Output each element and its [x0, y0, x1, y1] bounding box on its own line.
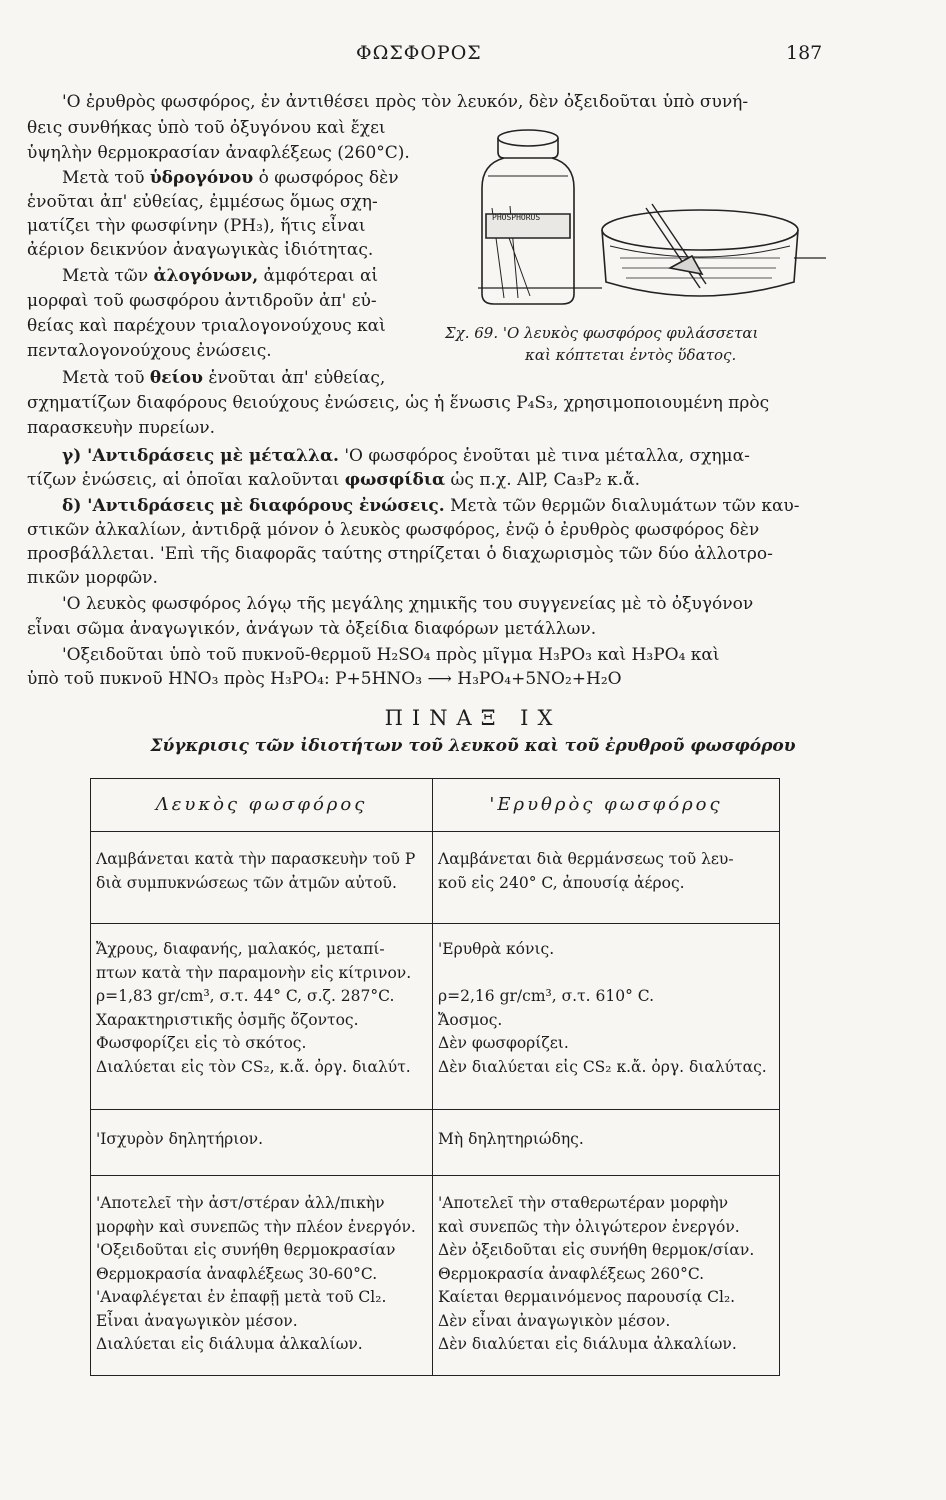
text-line: εἶναι σῶμα ἀναγωγικόν, ἀνάγων τὰ ὀξείδια διαφόρων μετάλλων.	[27, 619, 597, 639]
cell-line	[438, 962, 774, 986]
cell-line: 'Οξειδοῦται εἰς συνήθη θερμοκρασίαν	[96, 1241, 396, 1259]
cell-line: ρ=2,16 gr/cm³, σ.τ. 610° C.	[438, 987, 655, 1005]
cell-line: Δὲν εἶναι ἀναγωγικὸν μέσον.	[438, 1311, 671, 1330]
cell-line: Θερμοκρασία ἀναφλέξεως 260°C.	[438, 1264, 705, 1283]
running-title: ΦΩΣΦΟΡΟΣ	[356, 42, 482, 64]
text-line: σχηματίζων διαφόρους θειούχους ἐνώσεις, ὡς ἡ ἕνωσις P₄S₃, χρησιμοποιουμένη πρὸς	[27, 393, 770, 413]
cell-line: Φωσφορίζει εἰς τὸ σκότος.	[96, 1034, 307, 1052]
caption-line-1: 'Ο λευκὸς φωσφόρος φυλάσσεται	[502, 324, 759, 342]
cell-white	[91, 924, 433, 1110]
table-row	[91, 924, 780, 1110]
text-line: ὑψηλὴν θερμοκρασίαν ἀναφλέξεως (260°C).	[27, 143, 410, 163]
cell-line: Διαλύεται εἰς διάλυμα ἀλκαλίων.	[96, 1335, 363, 1353]
text-line: θείας καὶ παρέχουν τριαλογονούχους καὶ	[27, 316, 386, 336]
text-line: ἑνοῦται ἀπ' εὐθείας, ἐμμέσως ὅμως σχη-	[27, 192, 378, 212]
keyword-halogens: ἀλογόνων,	[153, 266, 259, 286]
page-number: 187	[786, 42, 823, 64]
cell-red	[433, 924, 780, 1110]
text-line: στικῶν ἀλκαλίων, ἀντιδρᾷ μόνον ὁ λευκὸς φωσφόρος, ἐνῷ ὁ ἐρυθρὸς φωσφόρος δὲν	[27, 520, 760, 540]
text-line: Μετὰ τοῦ θείου ἑνοῦται ἀπ' εὐθείας,	[62, 368, 386, 388]
cell-line: Δὲν ὀξειδοῦται εἰς συνήθη θερμοκ/σίαν.	[438, 1241, 755, 1259]
text-line: προσβάλλεται. 'Επὶ τῆς διαφορᾶς ταύτης στηρίζεται ὁ διαχωρισμὸς τῶν δύο ἀλλοτρο-	[27, 544, 773, 564]
text-line: ὑπὸ τοῦ πυκνοῦ HNO₃ πρὸς H₃PO₄: P+5HNO₃ ⟶ H₃PO₄+5NO₂+H₂O	[27, 669, 622, 689]
cell-line: Λαμβάνεται διὰ θερμάνσεως τοῦ λευ-	[438, 850, 734, 868]
text-line: Μετὰ τοῦ ὑδρογόνου ὁ φωσφόρος δὲν	[62, 168, 399, 188]
text-line: πενταλογονούχους ἐνώσεις.	[27, 341, 272, 361]
cell-line: Καίεται θερμαινόμενος παρουσίᾳ Cl₂.	[438, 1288, 736, 1306]
section-heading-compounds: δ) 'Αντιδράσεις μὲ διαφόρους ἐνώσεις.	[62, 496, 445, 516]
page-header	[0, 42, 946, 68]
caption-line-2: καὶ κόπτεται ἐντὸς ὕδατος.	[525, 346, 737, 364]
cell-white	[91, 1176, 433, 1376]
cell-line: Ἄοσμος.	[438, 1010, 503, 1029]
table-row	[91, 1176, 780, 1376]
cell-line: Εἶναι ἀναγωγικὸν μέσον.	[96, 1311, 298, 1330]
text-line: 'Ο λευκὸς φωσφόρος λόγῳ τῆς μεγάλης χημικῆς του συγγενείας μὲ τὸ ὀξυγόνον	[62, 594, 754, 614]
table-row	[91, 832, 780, 924]
cell-red	[433, 1110, 780, 1176]
section-heading-metals: γ) 'Αντιδράσεις μὲ μέταλλα.	[62, 446, 339, 466]
text-line: μορφαὶ τοῦ φωσφόρου ἀντιδροῦν ἀπ' εὐ-	[27, 291, 377, 311]
cell-line: καὶ συνεπῶς τὴν ὀλιγώτερον ἐνεργόν.	[438, 1217, 740, 1236]
text-line: παρασκευὴν πυρείων.	[27, 418, 215, 438]
keyword-phosphides: φωσφίδια	[344, 470, 446, 490]
cell-red	[433, 832, 780, 924]
jar-and-dish-illustration	[470, 118, 830, 318]
text-line: 'Ο ἐρυθρὸς φωσφόρος, ἐν ἀντιθέσει πρὸς τὸν λευκόν, δὲν ὀξειδοῦται ὑπὸ συνή-	[62, 92, 749, 112]
cell-line: Χαρακτηριστικῆς ὀσμῆς ὄζοντος.	[96, 1010, 359, 1029]
text-line: Μετὰ τῶν ἀλογόνων, ἀμφότεραι αἱ	[62, 266, 379, 286]
cell-line: μορφὴν καὶ συνεπῶς τὴν πλέον ἐνεργόν.	[96, 1217, 416, 1236]
cell-line: κοῦ εἰς 240° C, ἀπουσίᾳ ἀέρος.	[438, 873, 685, 892]
cell-line: 'Ερυθρὰ κόνις.	[438, 940, 555, 958]
text-line: πικῶν μορφῶν.	[27, 568, 158, 588]
cell-line: Μὴ δηλητηριώδης.	[438, 1130, 584, 1148]
keyword-hydrogen: ὑδρογόνου	[149, 168, 254, 188]
text-line: ἀέριον δεικνύον ἀναγωγικὰς ἰδιότητας.	[27, 240, 374, 260]
table-row	[91, 1110, 780, 1176]
cell-line: 'Ισχυρὸν δηλητήριον.	[96, 1130, 264, 1148]
jar-label: PHOSPHORUS	[492, 213, 541, 222]
cell-line: Δὲν φωσφορίζει.	[438, 1034, 569, 1052]
cell-line: 'Αναφλέγεται ἐν ἐπαφῇ μετὰ τοῦ Cl₂.	[96, 1288, 387, 1306]
cell-line: Ἄχρους, διαφανής, μαλακός, μεταπί-	[96, 940, 385, 958]
cell-line: 'Αποτελεῖ τὴν ἀστ/στέραν ἀλλ/πικὴν	[96, 1194, 385, 1212]
cell-white	[91, 1110, 433, 1176]
column-header-white: Λευκὸς φωσφόρος	[91, 779, 433, 832]
cell-line: διὰ συμπυκνώσεως τῶν ἀτμῶν αὐτοῦ.	[96, 873, 397, 892]
cell-line: Δὲν διαλύεται εἰς διάλυμα ἀλκαλίων.	[438, 1335, 737, 1353]
text-line: τίζων ἑνώσεις, αἱ ὁποῖαι καλοῦνται φωσφίδια ὡς π.χ. AlP, Ca₃P₂ κ.ἄ.	[27, 470, 641, 490]
cell-line: Λαμβάνεται κατὰ τὴν παρασκευὴν τοῦ P	[96, 850, 416, 868]
column-header-red: 'Ερυθρὸς φωσφόρος	[433, 779, 780, 832]
text-line: γ) 'Αντιδράσεις μὲ μέταλλα. 'Ο φωσφόρος ἑνοῦται μὲ τινα μέταλλα, σχημα-	[62, 446, 750, 466]
table-header-row	[91, 779, 780, 832]
cell-line: πτων κατὰ τὴν παραμονὴν εἰς κίτρινον.	[96, 963, 412, 982]
table-heading: ΠΙΝΑΞ IX	[384, 706, 562, 730]
cell-line: Θερμοκρασία ἀναφλέξεως 30-60°C.	[96, 1264, 378, 1283]
cell-line: 'Αποτελεῖ τὴν σταθερωτέραν μορφὴν	[438, 1194, 729, 1212]
keyword-sulfur: θείου	[149, 368, 203, 388]
figure-number: Σχ. 69.	[445, 324, 499, 342]
text-line: δ) 'Αντιδράσεις μὲ διαφόρους ἐνώσεις. Μετὰ τῶν θερμῶν διαλυμάτων τῶν καυ-	[62, 496, 800, 516]
text-line: θεις συνθήκας ὑπὸ τοῦ ὀξυγόνου καὶ ἔχει	[27, 118, 386, 138]
table-title: Σύγκρισις τῶν ἰδιοτήτων τοῦ λευκοῦ καὶ τοῦ ἐρυθροῦ φωσφόρου	[150, 736, 796, 756]
text-line: 'Οξειδοῦται ὑπὸ τοῦ πυκνοῦ-θερμοῦ H₂SO₄ πρὸς μῖγμα H₃PO₃ καὶ H₃PO₄ καὶ	[62, 645, 720, 665]
cell-red	[433, 1176, 780, 1376]
cell-white	[91, 832, 433, 924]
comparison-table	[90, 778, 780, 1376]
figure-caption	[445, 322, 825, 366]
cell-line: Δὲν διαλύεται εἰς CS₂ κ.ἄ. ὀργ. διαλύτας.	[438, 1057, 767, 1076]
cell-line: Διαλύεται εἰς τὸν CS₂, κ.ἄ. ὀργ. διαλύτ.	[96, 1057, 411, 1076]
cell-line: ρ=1,83 gr/cm³, σ.τ. 44° C, σ.ζ. 287°C.	[96, 987, 395, 1005]
text-line: ματίζει τὴν φωσφίνην (PH₃), ἥτις εἶναι	[27, 216, 366, 236]
